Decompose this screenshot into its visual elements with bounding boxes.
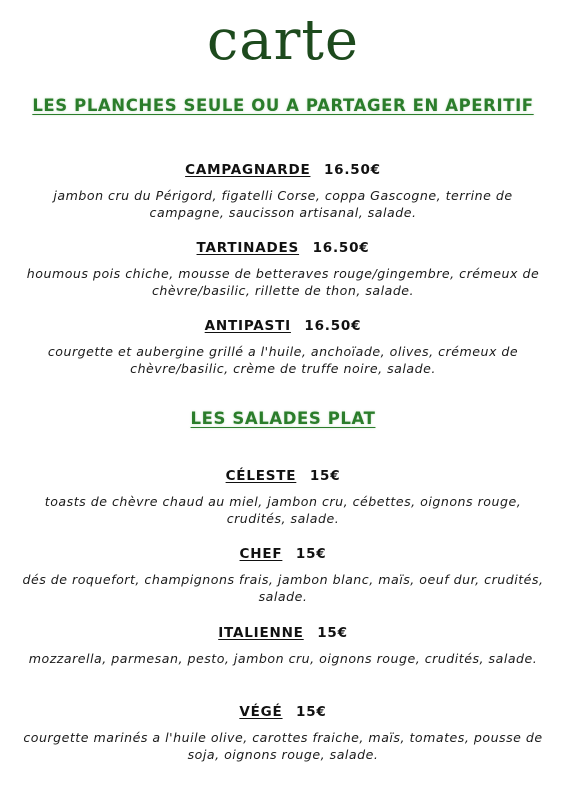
menu-item-price: 15€ xyxy=(295,546,327,562)
menu-item-tartinades xyxy=(20,238,546,299)
menu-item-description: courgette et aubergine grillé a l'huile, anchoïade, olives, crémeux de chèvre/basilic, crème de truffe noire, salade. xyxy=(47,344,519,376)
menu-item-price: 16.50€ xyxy=(312,240,370,256)
menu-item-description: courgette marinés a l'huile olive, carottes fraiche, maïs, tomates, pousse de soja, oignons rouge, salade. xyxy=(23,730,543,762)
menu-item-antipasti xyxy=(20,316,546,377)
menu-item-header xyxy=(20,316,546,336)
section-title-salades: LES SALADES PLAT xyxy=(190,409,376,428)
menu-item-name: CHEF xyxy=(239,546,283,562)
menu-item-header xyxy=(20,544,546,564)
menu-item-description: jambon cru du Périgord, figatelli Corse, coppa Gascogne, terrine de campagne, saucisson artisanal, salade. xyxy=(53,188,513,220)
menu-item-price: 15€ xyxy=(296,704,327,720)
page-title: carte xyxy=(206,8,360,73)
menu-item-price: 15€ xyxy=(317,625,348,641)
menu-item-description: dés de roquefort, champignons frais, jambon blanc, maïs, oeuf dur, crudités, salade. xyxy=(22,572,544,604)
menu-item-description: toasts de chèvre chaud au miel, jambon cru, cébettes, oignons rouge, crudités, salade. xyxy=(44,494,522,526)
menu-item-celeste xyxy=(20,466,546,527)
section-title-planches: LES PLANCHES SEULE OU A PARTAGER EN APERITIF xyxy=(32,96,534,115)
menu-item-name: TARTINADES xyxy=(196,240,300,256)
menu-item-header xyxy=(20,238,546,258)
menu-item-vege xyxy=(20,702,546,763)
menu-item-description: mozzarella, parmesan, pesto, jambon cru, oignons rouge, crudités, salade. xyxy=(28,651,538,666)
menu-item-description: houmous pois chiche, mousse de betteraves rouge/gingembre, crémeux de chèvre/basilic, rillette de thon, salade. xyxy=(26,266,540,298)
menu-item-campagnarde xyxy=(20,160,546,221)
menu-item-price: 16.50€ xyxy=(304,318,362,334)
menu-item-name: ANTIPASTI xyxy=(204,318,291,334)
menu-item-header xyxy=(20,466,546,486)
menu-item-header xyxy=(20,702,546,722)
menu-item-name: VÉGÉ xyxy=(239,704,283,720)
menu-item-price: 15€ xyxy=(309,468,341,484)
menu-item-header xyxy=(20,160,546,180)
menu-item-chef xyxy=(20,544,546,605)
menu-item-name: CAMPAGNARDE xyxy=(185,162,311,178)
menu-item-price: 16.50€ xyxy=(323,162,381,178)
menu-item-header xyxy=(20,623,546,643)
menu-item-italienne xyxy=(20,623,546,667)
menu-item-name: ITALIENNE xyxy=(218,625,304,641)
menu-item-name: CÉLESTE xyxy=(225,468,297,484)
